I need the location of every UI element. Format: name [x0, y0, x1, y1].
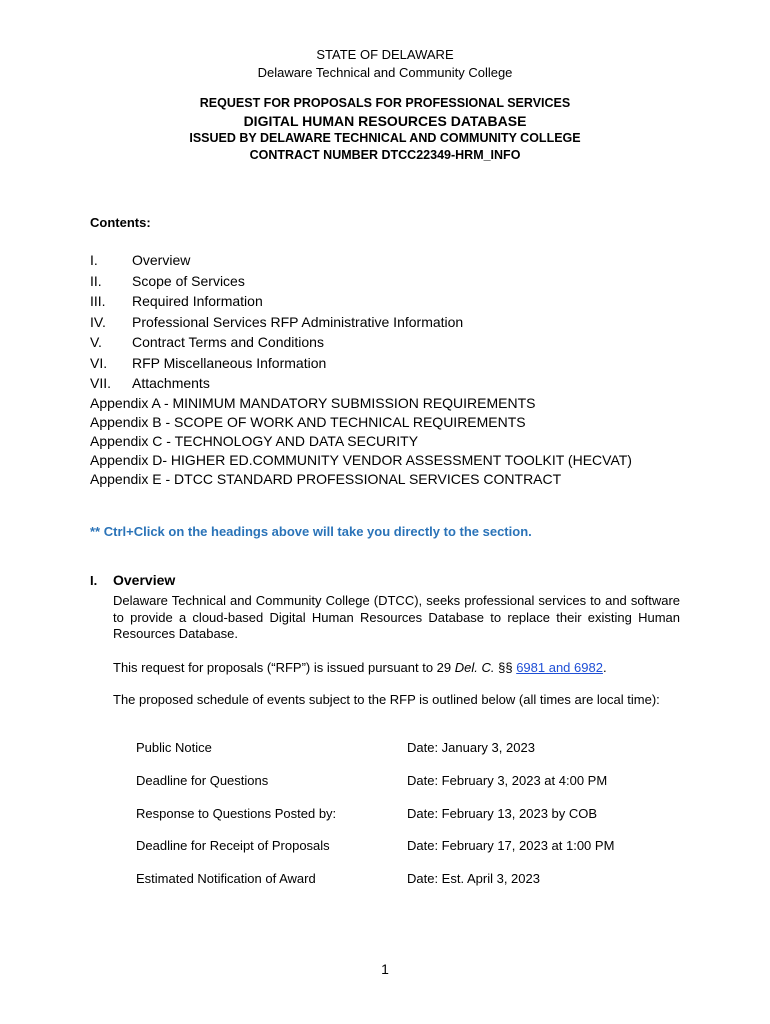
toc-label: RFP Miscellaneous Information [132, 354, 327, 371]
schedule-event: Estimated Notification of Award [136, 871, 316, 887]
toc-number: III. [90, 293, 106, 309]
schedule-date: Date: Est. April 3, 2023 [407, 871, 540, 887]
toc-appendix-a[interactable]: Appendix A - MINIMUM MANDATORY SUBMISSION REQUIREMENTS [90, 394, 536, 411]
toc-number: IV. [90, 313, 106, 330]
toc-number: V. [90, 334, 102, 350]
toc-item-attachments[interactable] [90, 373, 632, 394]
section-number: I. [90, 573, 98, 588]
overview-paragraph-2 [113, 660, 680, 677]
toc-appendix-e[interactable]: Appendix E - DTCC STANDARD PROFESSIONAL SERVICES CONTRACT [90, 470, 562, 487]
overview-paragraph-1: Delaware Technical and Community College (DTCC), seeks professional services to and software to provide a cloud-based Digital Human Resources Database to replace their existing Human Resources Database. [113, 593, 680, 641]
citation-code: Del. C. [454, 660, 495, 675]
citation-sections-symbol: §§ [494, 660, 517, 675]
contents-heading: Contents: [90, 215, 151, 230]
toc-item-admin-info[interactable] [90, 312, 632, 333]
schedule-date: Date: February 17, 2023 at 1:00 PM [407, 838, 615, 854]
schedule-event: Response to Questions Posted by: [136, 805, 337, 821]
statute-link[interactable]: 6981 and 6982 [516, 660, 603, 675]
page-number: 1 [381, 961, 389, 977]
toc-label: Attachments [132, 375, 210, 391]
toc-label: Scope of Services [132, 272, 245, 289]
contract-number: CONTRACT NUMBER DTCC22349-HRM_INFO [249, 148, 521, 162]
schedule-event: Public Notice [136, 740, 212, 755]
section-title: Overview [113, 572, 176, 588]
schedule-date: Date: January 3, 2023 [407, 740, 535, 755]
toc-appendix-d[interactable]: Appendix D- HIGHER ED.COMMUNITY VENDOR ASSESSMENT TOOLKIT (HECVAT) [90, 451, 632, 468]
toc-item-required-info[interactable] [90, 291, 632, 312]
toc-number: II. [90, 272, 102, 289]
toc-label: Required Information [132, 293, 263, 309]
state-title: STATE OF DELAWARE [316, 47, 454, 62]
schedule-date: Date: February 13, 2023 by COB [407, 805, 598, 821]
toc-label: Contract Terms and Conditions [132, 334, 324, 350]
section-heading-overview [90, 572, 175, 588]
schedule-date: Date: February 3, 2023 at 4:00 PM [407, 772, 608, 788]
college-name: Delaware Technical and Community College [257, 65, 513, 80]
toc-appendix-b[interactable]: Appendix B - SCOPE OF WORK AND TECHNICAL REQUIREMENTS [90, 413, 526, 430]
citation-prefix: This request for proposals (“RFP”) is issued pursuant to 29 [113, 660, 455, 675]
overview-paragraph-3: The proposed schedule of events subject to the RFP is outlined below (all times are local time): [113, 692, 660, 707]
project-title: DIGITAL HUMAN RESOURCES DATABASE [243, 113, 527, 129]
toc-item-scope[interactable] [90, 271, 632, 292]
toc-number: I. [90, 252, 98, 268]
toc-label: Professional Services RFP Administrative Information [132, 313, 464, 330]
toc-number: VII. [90, 375, 112, 391]
toc-item-misc-info[interactable] [90, 353, 632, 374]
citation-suffix: . [602, 660, 607, 675]
schedule-event: Deadline for Receipt of Proposals [136, 838, 330, 854]
toc-number: VI. [90, 354, 108, 371]
issued-by: ISSUED BY DELAWARE TECHNICAL AND COMMUNITY COLLEGE [189, 131, 581, 145]
schedule-event: Deadline for Questions [136, 772, 269, 788]
toc-label: Overview [132, 252, 191, 268]
toc-item-contract-terms[interactable] [90, 332, 632, 353]
navigation-note: ** Ctrl+Click on the headings above will take you directly to the section. [90, 524, 532, 539]
table-of-contents [90, 250, 632, 489]
toc-item-overview[interactable] [90, 250, 632, 271]
rfp-type: REQUEST FOR PROPOSALS FOR PROFESSIONAL SERVICES [199, 96, 571, 110]
toc-appendix-c[interactable]: Appendix C - TECHNOLOGY AND DATA SECURITY [90, 432, 419, 449]
